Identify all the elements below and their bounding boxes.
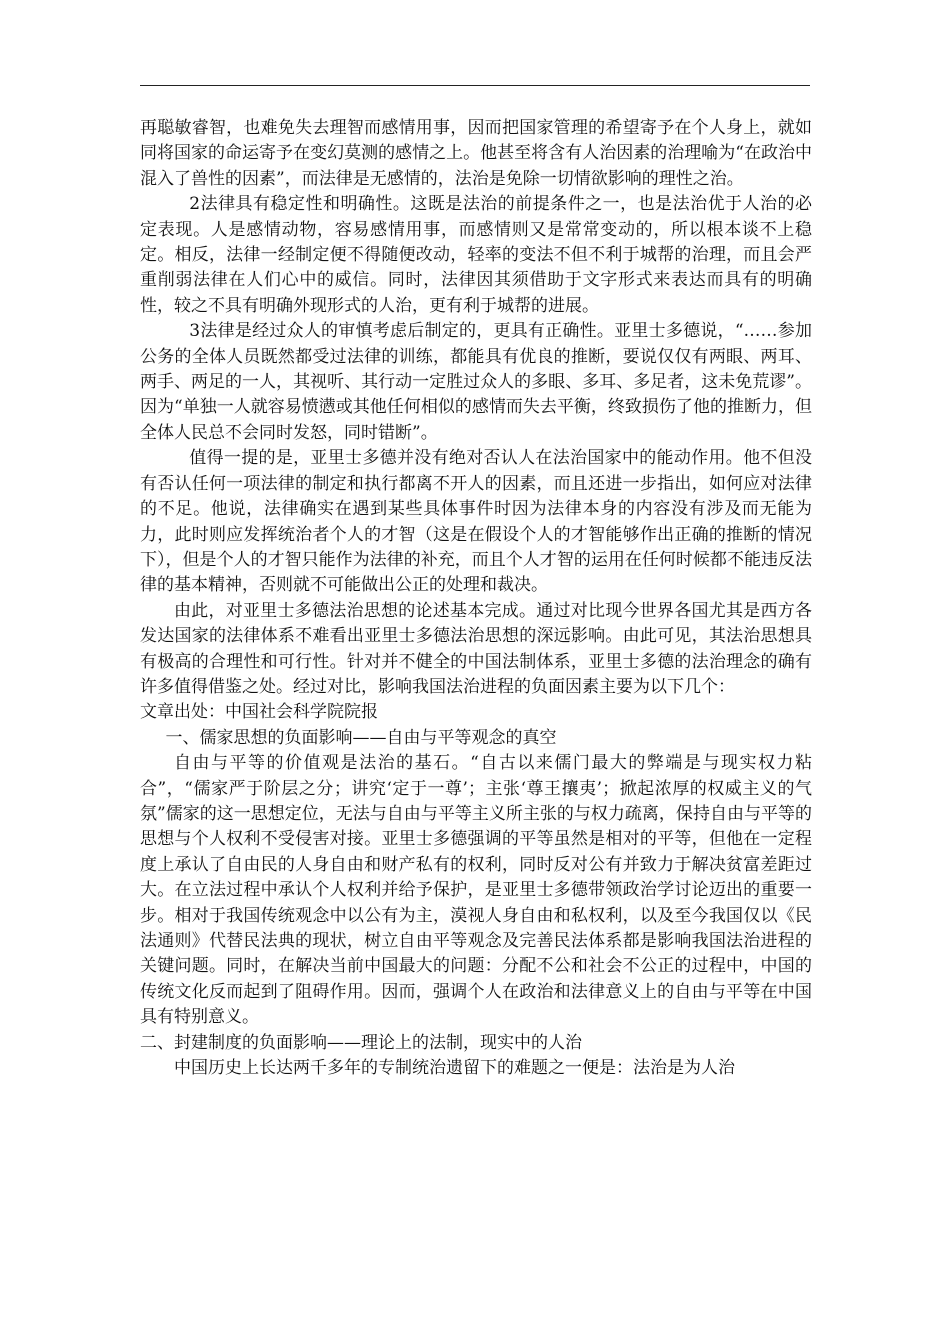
header-rule bbox=[140, 85, 810, 86]
paragraph-autocracy: 中国历史上长达两千多年的专制统治遗留下的难题之一便是：法治是为人治 bbox=[174, 1058, 735, 1079]
paragraph-conclusion: 由此，对亚里士多德法治思想的论述基本完成。通过对比现今世界各国尤其是西方各发达国家的法律体系不难看出亚里士多德法治思想的深远影响。由此可见，其法治思想具有极高的合理性和可行性。针对并不健全的中国法制体系，亚里士多德的法治理念的确有许多值得借鉴之处。经过对比，影响我国法治进程的负面因素主要为以下几个： bbox=[140, 600, 812, 697]
paragraph-freedom-equality: 自由与平等的价值观是法治的基石。“自古以来儒门最大的弊端是与现实权力粘合”，“儒家严于阶层之分；讲究‘定于一尊’；主张‘尊王攘夷’；掀起浓厚的权威主义的气氛”儒家的这一思想定位，无法与自由与平等主义所主张的与权力疏离，保持自由与平等的思想与个人权利不受侵害对接。亚里士多德强调的平等虽然是相对的平等，但他在一定程度上承认了自由民的人身自由和财产私有的权利，同时反对公有并致力于解决贫富差距过大。在立法过程中承认个人权利并给予保护，是亚里士多德带领政治学讨论迈出的重要一步。相对于我国传统观念中以公有为主，漠视人身自由和私权利，以及至今我国仅以《民法通则》代替民法典的现状，树立自由平等观念及完善民法体系都是影响我国法治进程的关键问题。同时，在解决当前中国最大的问题：分配不公和社会不公正的过程中，中国的传统文化反而起到了阻碍作用。因而，强调个人在政治和法律意义上的自由与平等在中国具有特别意义。 bbox=[140, 753, 812, 1028]
paragraph-law-correctness: 3法律是经过众人的审慎考虑后制定的，更具有正确性。亚里士多德说，“……参加公务的全体人员既然都受过法律的训练，都能具有优良的推断，要说仅仅有两眼、两耳、两手、两足的一人，其视听、其行动一定胜过众人的多眼、多耳、多足者，这未免荒谬”。因为“单独一人就容易愤懑或其他任何相似的感情而失去平衡，终致损伤了他的推断力，但全体人民总不会同时发怒，同时错断”。 bbox=[140, 321, 812, 443]
section-heading-confucian: 一、儒家思想的负面影响——自由与平等观念的真空 bbox=[165, 727, 557, 748]
paragraph-human-role: 值得一提的是，亚里士多德并没有绝对否认人在法治国家中的能动作用。他不但没有否认任何一项法律的制定和执行都离不开人的因素，而且还进一步指出，如何应对法律的不足。他说，法律确实在遇到某些具体事件时因为法律本身的内容没有涉及而无能为力，此时则应发挥统治者个人的才智（这是在假设个人的才智能够作出正确的推断的情况下），但是个人的才智只能作为法律的补充，而且个人才智的运用在任何时候都不能违反法律的基本精神，否则就不可能做出公正的处理和裁决。 bbox=[140, 448, 812, 596]
source-line: 文章出处：中国社会科学院院报 bbox=[140, 702, 378, 723]
body-text bbox=[140, 116, 812, 1081]
section-heading-feudal: 二、封建制度的负面影响——理论上的法制，现实中的人治 bbox=[140, 1032, 582, 1053]
paragraph-human-rule-emotion: 再聪敏睿智，也难免失去理智而感情用事，因而把国家管理的希望寄予在个人身上，就如同将国家的命运寄予在变幻莫测的感情之上。他甚至将含有人治因素的治理喻为“在政治中混入了兽性的因素”，而法律是无感情的，法治是免除一切情欲影响的理性之治。 bbox=[140, 118, 812, 189]
paragraph-law-stability: 2法律具有稳定性和明确性。这既是法治的前提条件之一，也是法治优于人治的必定表现。人是感情动物，容易感情用事，而感情则又是常常变动的，所以根本谈不上稳定。相反，法律一经制定便不得随便改动，轻率的变法不但不利于城帮的治理，而且会严重削弱法律在人们心中的威信。同时，法律因其须借助于文字形式来表达而具有的明确性，较之不具有明确外现形式的人治，更有利于城帮的进展。 bbox=[140, 194, 812, 316]
